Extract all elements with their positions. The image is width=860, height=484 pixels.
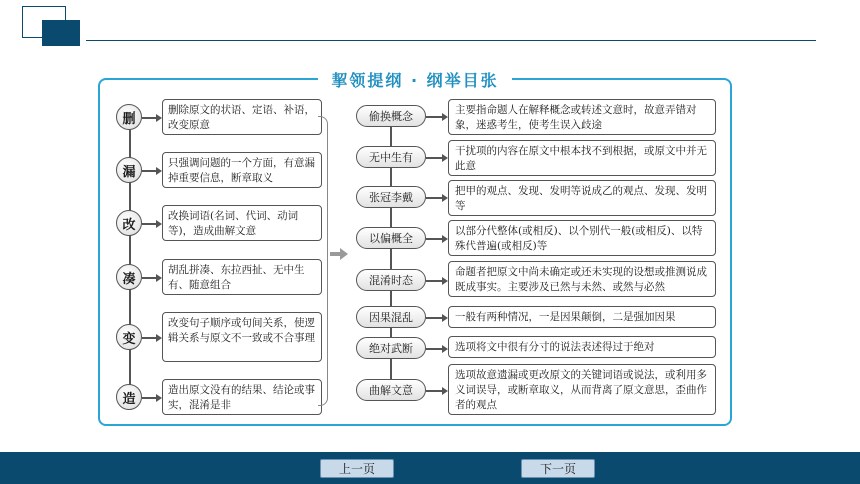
right-arrow-line-6 xyxy=(426,317,442,319)
left-item-box-5: 改变句子顺序或句间关系，使逻辑关系与原文不一致或不合事理 xyxy=(162,312,322,362)
right-label-pill-2: 无中生有 xyxy=(356,146,426,168)
left-char-circle-1: 删 xyxy=(116,104,142,130)
right-arrow-line-8 xyxy=(426,390,442,392)
left-arrow-line-3 xyxy=(142,223,156,225)
left-char-circle-5: 变 xyxy=(116,324,142,350)
header-deco-square xyxy=(42,20,80,46)
footer-bar xyxy=(0,452,860,484)
left-item-box-3: 改换词语(名词、代词、动词等)，造成曲解文意 xyxy=(162,205,322,241)
prev-page-button[interactable]: 上一页 xyxy=(320,459,394,478)
left-char-circle-6: 造 xyxy=(116,384,142,410)
page-title: 挈领提纲 · 纲举目张 xyxy=(331,70,499,90)
right-item-box-3: 把甲的观点、发现、发明等说成乙的观点、发现、发明等 xyxy=(448,180,716,216)
right-item-box-2: 干扰项的内容在原文中根本找不到根据，或原文中并无此意 xyxy=(448,140,716,176)
left-arrow-line-5 xyxy=(142,337,156,339)
right-item-box-4: 以部分代整体(或相反)、以个别代一般(或相反)、以特殊代普遍(或相反)等 xyxy=(448,220,716,256)
title-box xyxy=(318,66,512,92)
left-arrow-line-6 xyxy=(142,397,156,399)
right-item-box-1: 主要指命题人在解释概念或转述文意时，故意弄错对象，迷惑考生，使考生误入歧途 xyxy=(448,99,716,135)
right-label-pill-3: 张冠李戴 xyxy=(356,186,426,208)
left-char-circle-3: 改 xyxy=(116,210,142,236)
left-item-box-1: 删除原文的状语、定语、补语，改变原意 xyxy=(162,99,322,135)
left-arrow-line-2 xyxy=(142,170,156,172)
left-arrow-line-1 xyxy=(142,117,156,119)
left-char-circle-2: 漏 xyxy=(116,157,142,183)
left-item-box-2: 只强调问题的一个方面，有意漏掉重要信息，断章取义 xyxy=(162,152,322,188)
left-item-box-4: 胡乱拼凑、东拉西扯、无中生有、随意组合 xyxy=(162,259,322,295)
grouping-brace xyxy=(318,116,328,406)
header-rule xyxy=(86,40,816,41)
right-item-box-7: 选项将文中很有分寸的说法表述得过于绝对 xyxy=(448,336,716,358)
right-label-pill-4: 以偏概全 xyxy=(356,227,426,249)
right-label-pill-8: 曲解文意 xyxy=(356,379,426,401)
left-item-box-6: 造出原文没有的结果、结论或事实，混淆是非 xyxy=(162,379,322,415)
right-item-box-6: 一般有两种情况，一是因果颠倒，二是强加因果 xyxy=(448,306,716,328)
right-label-pill-5: 混淆时态 xyxy=(356,269,426,291)
right-arrow-line-4 xyxy=(426,238,442,240)
right-arrow-line-3 xyxy=(426,197,442,199)
left-char-circle-4: 凑 xyxy=(116,264,142,290)
big-right-arrow-icon xyxy=(330,248,348,260)
right-arrow-line-2 xyxy=(426,157,442,159)
right-label-pill-7: 绝对武断 xyxy=(356,337,426,359)
right-item-box-8: 选项故意遗漏或更改原文的关键词语或说法，或利用多义词误导，或断章取义，从而背离了原文意思，歪曲作者的观点 xyxy=(448,364,716,415)
right-label-pill-1: 偷换概念 xyxy=(356,105,426,127)
left-arrow-line-4 xyxy=(142,277,156,279)
right-arrow-line-1 xyxy=(426,116,442,118)
next-page-button[interactable]: 下一页 xyxy=(521,459,595,478)
right-arrow-line-7 xyxy=(426,348,442,350)
right-label-pill-6: 因果混乱 xyxy=(356,306,426,328)
right-arrow-line-5 xyxy=(426,280,442,282)
right-item-box-5: 命题者把原文中尚未确定或还未实现的设想或推测说成既成事实。主要涉及已然与未然、或然与必然 xyxy=(448,261,716,297)
